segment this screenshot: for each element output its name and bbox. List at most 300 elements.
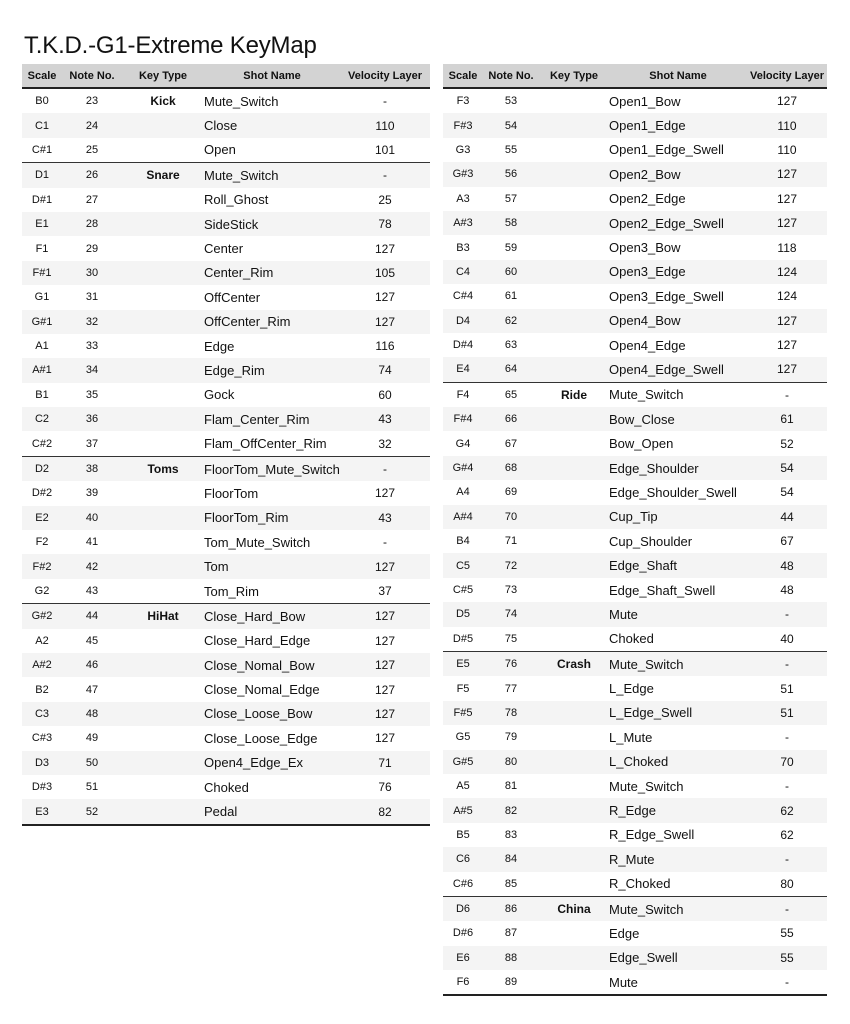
cell-key-type — [122, 677, 204, 701]
cell-scale: C4 — [443, 260, 483, 284]
table-row — [22, 702, 430, 726]
cell-shot-name: Close_Nomal_Bow — [204, 653, 340, 677]
cell-scale: A#2 — [22, 653, 62, 677]
cell-velocity-layer: 101 — [374, 142, 396, 157]
cell-key-type — [539, 113, 609, 137]
table-row — [443, 798, 827, 822]
cell-shot-name: Cup_Tip — [609, 505, 747, 529]
cell-shot-name: Mute — [609, 602, 747, 626]
cell-scale: F6 — [443, 970, 483, 995]
cell-velocity-layer: 127 — [374, 290, 396, 305]
keymap-table-left — [22, 64, 430, 826]
table-row — [22, 407, 430, 431]
table-row — [443, 847, 827, 871]
table-row — [443, 407, 827, 431]
cell-key-type — [539, 946, 609, 970]
table-row — [22, 188, 430, 212]
table-body-right — [443, 88, 827, 995]
table-row — [443, 750, 827, 774]
cell-note-no: 39 — [85, 487, 99, 500]
cell-shot-name: Mute_Switch — [204, 93, 279, 109]
cell-note-no: 58 — [483, 211, 539, 235]
table-row — [443, 260, 827, 284]
table-row — [22, 653, 430, 677]
table-row — [443, 578, 827, 602]
cell-velocity-layer: 127 — [340, 604, 430, 629]
cell-note-no: 49 — [85, 732, 99, 745]
cell-velocity-layer: 55 — [747, 946, 827, 970]
cell-scale: A#3 — [443, 211, 483, 235]
cell-scale: D6 — [443, 896, 483, 921]
cell-note-no: 61 — [504, 290, 518, 303]
table-row — [22, 88, 430, 113]
cell-velocity-layer: 127 — [374, 486, 396, 501]
header-velocity-layer: Velocity Layer — [747, 64, 827, 88]
cell-shot-name: SideStick — [204, 212, 340, 236]
cell-velocity-layer: 124 — [747, 260, 827, 284]
cell-scale: C#5 — [452, 584, 474, 596]
cell-key-type — [539, 970, 609, 995]
cell-scale: D2 — [22, 456, 62, 481]
cell-velocity-layer: 54 — [747, 456, 827, 480]
table-row — [443, 529, 827, 553]
table-row — [443, 357, 827, 382]
table-row — [22, 506, 430, 530]
cell-velocity-layer: 127 — [340, 702, 430, 726]
cell-scale: D4 — [443, 309, 483, 333]
cell-key-type — [122, 775, 204, 799]
cell-velocity-layer: - — [383, 535, 387, 550]
cell-note-no: 25 — [85, 143, 99, 156]
cell-shot-name: Center_Rim — [204, 261, 340, 285]
cell-shot-name: Mute_Switch — [204, 163, 340, 188]
cell-key-type — [539, 578, 609, 602]
table-row — [443, 431, 827, 455]
cell-velocity-layer: 25 — [378, 192, 392, 207]
cell-key-type: HiHat — [122, 604, 204, 629]
cell-shot-name: FloorTom_Rim — [204, 506, 340, 530]
table-row — [443, 872, 827, 897]
cell-key-type: Snare — [122, 163, 204, 188]
cell-scale: D#1 — [31, 193, 53, 206]
cell-key-type — [122, 751, 204, 775]
cell-shot-name: Open1_Bow — [609, 93, 681, 109]
cell-velocity-layer: 127 — [776, 338, 798, 353]
cell-key-type — [122, 554, 204, 578]
cell-key-type — [122, 310, 204, 334]
cell-velocity-layer: - — [340, 163, 430, 188]
cell-key-type — [122, 285, 204, 309]
cell-key-type — [539, 456, 609, 480]
table-row — [443, 970, 827, 995]
cell-scale: G#3 — [443, 162, 483, 186]
cell-velocity-layer: 54 — [780, 485, 794, 500]
cell-velocity-layer: 127 — [747, 357, 827, 382]
cell-scale: F#1 — [22, 261, 62, 285]
table-row — [22, 431, 430, 456]
cell-key-type: China — [539, 896, 609, 921]
table-row — [443, 676, 827, 700]
cell-velocity-layer: 127 — [374, 633, 396, 648]
table-row — [443, 211, 827, 235]
cell-velocity-layer: 110 — [777, 142, 797, 157]
cell-shot-name: Tom_Rim — [204, 583, 259, 599]
table-row — [22, 358, 430, 382]
cell-key-type — [122, 579, 204, 604]
cell-scale: C5 — [443, 553, 483, 577]
table-row — [22, 236, 430, 260]
cell-scale: D3 — [22, 751, 62, 775]
cell-key-type: Kick — [150, 94, 176, 109]
cell-velocity-layer: 105 — [340, 261, 430, 285]
cell-velocity-layer: - — [747, 602, 827, 626]
cell-velocity-layer: - — [340, 456, 430, 481]
cell-note-no: 40 — [62, 506, 122, 530]
cell-shot-name: Close — [204, 113, 340, 137]
cell-scale: E1 — [22, 212, 62, 236]
cell-key-type — [122, 799, 204, 824]
header-note-no: Note No. — [62, 64, 122, 88]
cell-shot-name: Close_Hard_Edge — [204, 633, 311, 649]
cell-scale: F3 — [456, 95, 470, 108]
cell-note-no: 85 — [504, 877, 518, 890]
cell-key-type — [539, 823, 609, 847]
cell-shot-name: Open3_Edge — [609, 260, 747, 284]
cell-key-type — [539, 407, 609, 431]
cell-key-type — [122, 407, 204, 431]
cell-note-no: 30 — [62, 261, 122, 285]
cell-shot-name: Open1_Edge — [609, 113, 747, 137]
cell-key-type — [539, 88, 609, 113]
header-note-no: Note No. — [483, 64, 539, 88]
cell-shot-name: Cup_Shoulder — [609, 533, 693, 549]
cell-note-no: 51 — [85, 781, 99, 794]
cell-velocity-layer: 43 — [340, 506, 430, 530]
cell-note-no: 77 — [504, 682, 518, 695]
cell-velocity-layer: 48 — [780, 583, 794, 597]
cell-shot-name: Open3_Bow — [609, 240, 681, 256]
cell-velocity-layer: - — [747, 382, 827, 407]
cell-scale: C1 — [22, 113, 62, 137]
cell-note-no: 29 — [85, 242, 99, 255]
cell-shot-name: Open2_Bow — [609, 162, 747, 186]
cell-scale: G#4 — [443, 456, 483, 480]
cell-key-type — [539, 725, 609, 749]
cell-note-no: 37 — [85, 437, 99, 450]
cell-key-type — [539, 309, 609, 333]
cell-key-type — [539, 505, 609, 529]
cell-velocity-layer: 62 — [747, 798, 827, 822]
cell-shot-name: Choked — [204, 779, 249, 795]
cell-velocity-layer: 32 — [378, 436, 392, 451]
cell-note-no: 32 — [62, 310, 122, 334]
cell-shot-name: Pedal — [204, 799, 340, 824]
cell-key-type — [539, 676, 609, 700]
cell-velocity-layer: - — [785, 779, 789, 794]
cell-shot-name: FloorTom_Mute_Switch — [204, 456, 340, 481]
cell-shot-name: Edge_Swell — [609, 946, 747, 970]
cell-shot-name: Open4_Bow — [609, 309, 747, 333]
cell-velocity-layer: 71 — [340, 751, 430, 775]
cell-velocity-layer: 82 — [340, 799, 430, 824]
cell-key-type — [122, 188, 204, 212]
cell-scale: B3 — [456, 241, 470, 254]
cell-note-no: 74 — [483, 602, 539, 626]
cell-key-type — [539, 553, 609, 577]
cell-scale: G1 — [34, 291, 50, 304]
cell-shot-name: Edge_Rim — [204, 358, 340, 382]
cell-velocity-layer: 52 — [780, 436, 794, 451]
cell-scale: B0 — [35, 95, 49, 108]
table-row — [443, 896, 827, 921]
cell-key-type — [122, 212, 204, 236]
cell-note-no: 56 — [483, 162, 539, 186]
cell-note-no: 72 — [483, 553, 539, 577]
cell-shot-name: R_Edge_Swell — [609, 827, 695, 843]
cell-shot-name: Gock — [204, 387, 235, 403]
cell-note-no: 43 — [85, 585, 99, 597]
cell-note-no: 55 — [504, 143, 518, 156]
table-row — [22, 604, 430, 629]
table-row — [443, 921, 827, 945]
cell-note-no: 45 — [85, 634, 99, 647]
cell-velocity-layer: 127 — [374, 682, 396, 697]
cell-key-type — [122, 506, 204, 530]
cell-key-type — [539, 627, 609, 652]
cell-velocity-layer: 110 — [747, 113, 827, 137]
cell-scale: C#4 — [452, 290, 474, 303]
cell-scale: B1 — [35, 388, 49, 401]
cell-shot-name: R_Edge — [609, 798, 747, 822]
cell-note-no: 70 — [483, 505, 539, 529]
cell-key-type — [539, 480, 609, 504]
cell-velocity-layer: 62 — [780, 827, 794, 842]
table-row — [443, 162, 827, 186]
cell-velocity-layer: 127 — [747, 211, 827, 235]
cell-key-type — [539, 138, 609, 162]
cell-velocity-layer: 43 — [340, 407, 430, 431]
table-row — [22, 530, 430, 554]
cell-scale: C#1 — [31, 143, 53, 156]
cell-note-no: 28 — [62, 212, 122, 236]
cell-scale: A#5 — [443, 798, 483, 822]
cell-shot-name: Edge_Shaft_Swell — [609, 582, 716, 598]
cell-shot-name: Open4_Edge_Swell — [609, 357, 747, 382]
cell-velocity-layer: - — [383, 94, 387, 109]
cell-key-type — [122, 334, 204, 358]
cell-shot-name: Close_Nomal_Edge — [204, 682, 320, 698]
cell-note-no: 65 — [483, 382, 539, 407]
cell-note-no: 62 — [483, 309, 539, 333]
table-header-row — [443, 64, 827, 88]
table-row — [443, 774, 827, 798]
cell-note-no: 86 — [483, 896, 539, 921]
cell-shot-name: Edge — [204, 338, 235, 354]
cell-scale: A4 — [456, 486, 470, 499]
cell-key-type — [539, 798, 609, 822]
cell-shot-name: Open3_Edge_Swell — [609, 288, 724, 304]
cell-shot-name: Close_Loose_Edge — [204, 730, 318, 746]
cell-note-no: 76 — [483, 651, 539, 676]
cell-velocity-layer: 127 — [776, 94, 798, 109]
cell-shot-name: OffCenter — [204, 289, 261, 305]
cell-note-no: 26 — [62, 163, 122, 188]
cell-key-type — [539, 602, 609, 626]
cell-key-type — [539, 284, 609, 308]
cell-key-type — [122, 481, 204, 505]
table-row — [443, 602, 827, 626]
table-row — [22, 799, 430, 824]
cell-key-type — [539, 235, 609, 259]
cell-note-no: 63 — [504, 339, 518, 352]
cell-shot-name: Tom_Mute_Switch — [204, 534, 311, 550]
cell-scale: G#1 — [22, 310, 62, 334]
cell-shot-name: Edge — [609, 925, 640, 941]
cell-scale: C2 — [22, 407, 62, 431]
table-row — [22, 726, 430, 750]
cell-scale: D#5 — [452, 632, 474, 645]
cell-scale: F#2 — [22, 554, 62, 578]
cell-key-type — [122, 530, 204, 554]
cell-note-no: 35 — [85, 388, 99, 401]
cell-key-type — [539, 357, 609, 382]
table-row — [22, 481, 430, 505]
cell-note-no: 52 — [62, 799, 122, 824]
table-row — [443, 946, 827, 970]
cell-scale: G2 — [34, 585, 50, 597]
cell-note-no: 41 — [85, 536, 99, 549]
cell-note-no: 33 — [85, 340, 99, 353]
cell-note-no: 24 — [62, 113, 122, 137]
cell-scale: C#2 — [31, 437, 53, 450]
cell-note-no: 34 — [62, 358, 122, 382]
cell-shot-name: R_Choked — [609, 876, 671, 892]
cell-note-no: 80 — [483, 750, 539, 774]
cell-shot-name: L_Edge_Swell — [609, 701, 747, 725]
cell-key-type: Toms — [122, 456, 204, 481]
cell-scale: E6 — [443, 946, 483, 970]
cell-note-no: 73 — [504, 584, 518, 596]
cell-shot-name: Flam_OffCenter_Rim — [204, 436, 327, 452]
cell-key-type — [539, 529, 609, 553]
table-row — [22, 138, 430, 163]
header-velocity-layer: Velocity Layer — [340, 64, 430, 88]
header-scale: Scale — [443, 64, 483, 88]
cell-velocity-layer: 127 — [374, 731, 396, 746]
table-row — [22, 677, 430, 701]
cell-scale: D#2 — [31, 487, 53, 500]
cell-scale: G4 — [455, 437, 471, 450]
cell-scale: D1 — [22, 163, 62, 188]
header-key-type: Key Type — [122, 64, 204, 88]
cell-shot-name: Mute_Switch — [609, 896, 747, 921]
cell-note-no: 44 — [62, 604, 122, 629]
cell-scale: C#3 — [31, 732, 53, 745]
cell-scale: A1 — [35, 340, 49, 353]
table-row — [22, 579, 430, 604]
cell-note-no: 60 — [483, 260, 539, 284]
cell-velocity-layer: 51 — [780, 681, 794, 696]
cell-key-type — [539, 162, 609, 186]
cell-velocity-layer: 116 — [375, 339, 395, 354]
cell-key-type — [122, 653, 204, 677]
cell-note-no: 64 — [483, 357, 539, 382]
table-row — [443, 505, 827, 529]
cell-velocity-layer: 124 — [776, 289, 798, 304]
cell-note-no: 67 — [504, 437, 518, 450]
cell-scale: C6 — [443, 847, 483, 871]
cell-scale: C#6 — [452, 877, 474, 890]
cell-scale: F4 — [443, 382, 483, 407]
cell-note-no: 53 — [504, 95, 518, 108]
cell-shot-name: Bow_Open — [609, 436, 674, 452]
table-row — [22, 285, 430, 309]
table-row — [443, 456, 827, 480]
table-row — [443, 725, 827, 749]
cell-velocity-layer: 80 — [780, 876, 794, 891]
cell-velocity-layer: 60 — [378, 387, 392, 402]
cell-shot-name: Mute_Switch — [609, 778, 684, 794]
cell-scale: B5 — [456, 828, 470, 841]
table-row — [22, 775, 430, 799]
cell-velocity-layer: - — [785, 730, 789, 745]
cell-velocity-layer: - — [747, 970, 827, 995]
cell-note-no: 48 — [62, 702, 122, 726]
cell-note-no: 54 — [483, 113, 539, 137]
cell-key-type — [122, 383, 204, 407]
cell-note-no: 78 — [483, 701, 539, 725]
cell-velocity-layer: 61 — [747, 407, 827, 431]
table-row — [443, 138, 827, 162]
cell-key-type: Ride — [539, 382, 609, 407]
table-row — [22, 554, 430, 578]
cell-shot-name: Tom — [204, 554, 340, 578]
cell-key-type — [122, 702, 204, 726]
cell-scale: E4 — [443, 357, 483, 382]
table-row — [443, 480, 827, 504]
cell-scale: G3 — [455, 143, 471, 156]
cell-shot-name: Mute — [609, 970, 747, 995]
header-shot-name: Shot Name — [609, 64, 747, 88]
cell-shot-name: Edge_Shoulder_Swell — [609, 484, 737, 500]
cell-scale: G#5 — [443, 750, 483, 774]
cell-velocity-layer: 127 — [340, 554, 430, 578]
cell-shot-name: OffCenter_Rim — [204, 310, 340, 334]
cell-shot-name: Open2_Edge — [609, 191, 686, 207]
cell-key-type — [122, 261, 204, 285]
cell-shot-name: Roll_Ghost — [204, 192, 269, 208]
cell-velocity-layer: 55 — [780, 926, 794, 941]
table-row — [443, 333, 827, 357]
cell-note-no: 38 — [62, 456, 122, 481]
cell-key-type — [539, 211, 609, 235]
cell-note-no: 89 — [483, 970, 539, 995]
cell-shot-name: Mute_Switch — [609, 651, 747, 676]
cell-note-no: 42 — [62, 554, 122, 578]
cell-scale: E2 — [22, 506, 62, 530]
cell-shot-name: Edge_Shoulder — [609, 456, 747, 480]
cell-key-type — [122, 113, 204, 137]
cell-note-no: 84 — [483, 847, 539, 871]
cell-velocity-layer: 127 — [340, 653, 430, 677]
cell-note-no: 50 — [62, 751, 122, 775]
cell-key-type — [539, 701, 609, 725]
table-row — [443, 651, 827, 676]
cell-note-no: 59 — [504, 241, 518, 254]
table-row — [22, 310, 430, 334]
cell-note-no: 57 — [504, 192, 518, 205]
cell-shot-name: Bow_Close — [609, 407, 747, 431]
